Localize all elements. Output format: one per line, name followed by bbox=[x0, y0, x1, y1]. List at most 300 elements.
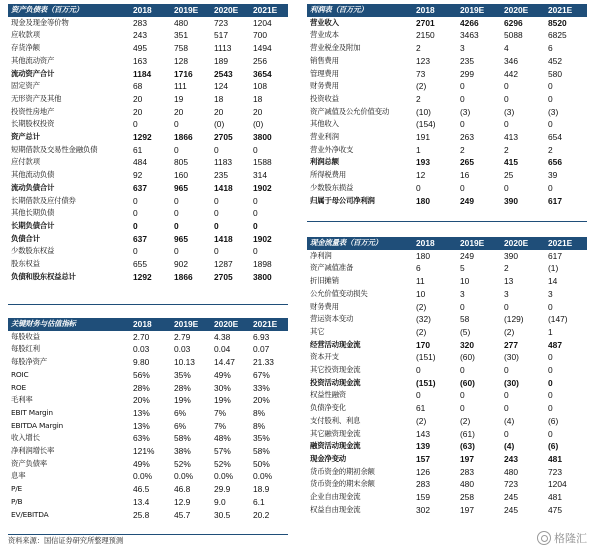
cell-value: 18.9 bbox=[253, 484, 270, 495]
table-row bbox=[307, 80, 587, 93]
cell-value: 63% bbox=[133, 433, 150, 444]
cell-value: 1292 bbox=[133, 132, 152, 143]
table-header-row bbox=[8, 318, 288, 331]
cell-value: 617 bbox=[548, 195, 562, 206]
cell-value: 5 bbox=[460, 263, 465, 274]
row-label: 每股净资产 bbox=[11, 357, 47, 367]
cell-value: 0 bbox=[548, 81, 553, 92]
table-row bbox=[307, 415, 587, 428]
cell-value: 139 bbox=[416, 441, 430, 452]
cell-value: 3800 bbox=[253, 132, 272, 143]
cell-value: 13.4 bbox=[133, 496, 150, 507]
cell-value: 193 bbox=[416, 157, 430, 168]
cell-value: 0 bbox=[504, 403, 509, 414]
cell-value: 1 bbox=[548, 326, 553, 337]
cell-value: 0 bbox=[174, 220, 179, 231]
cell-value: 2 bbox=[460, 144, 465, 155]
cell-value: 14.47 bbox=[214, 357, 235, 368]
cell-value: 19% bbox=[214, 395, 231, 406]
cell-value: 0 bbox=[504, 301, 509, 312]
row-label: 短期借款及交易性金融负债 bbox=[11, 144, 98, 154]
cell-value: 160 bbox=[174, 170, 188, 181]
table-row bbox=[8, 420, 288, 433]
cell-value: 58 bbox=[460, 314, 470, 325]
table-row bbox=[307, 29, 587, 42]
cell-value: 723 bbox=[548, 466, 562, 477]
table-row bbox=[8, 258, 288, 271]
cell-value: 20 bbox=[214, 106, 224, 117]
cell-value: 655 bbox=[133, 259, 147, 270]
cell-value: 0.0% bbox=[174, 471, 194, 482]
cell-value: 0.04 bbox=[214, 344, 231, 355]
row-label: 其他长期负债 bbox=[11, 208, 55, 218]
cell-value: 0 bbox=[460, 81, 465, 92]
cell-value: 6296 bbox=[504, 17, 523, 28]
cell-value: (2) bbox=[460, 415, 471, 426]
row-label: 收入增长 bbox=[11, 433, 40, 443]
cell-value: 48% bbox=[214, 433, 231, 444]
cell-value: 4 bbox=[504, 43, 509, 54]
row-label: 其他收入 bbox=[310, 119, 339, 129]
table-row bbox=[8, 17, 288, 30]
row-label: 投资活动现金流 bbox=[310, 377, 361, 387]
cell-value: (3) bbox=[460, 106, 471, 117]
row-label: 毛利率 bbox=[11, 395, 33, 405]
row-label: 其他流动资产 bbox=[11, 55, 55, 65]
cell-value: (2) bbox=[416, 301, 427, 312]
cell-value: 1184 bbox=[133, 68, 152, 79]
row-label: 流动负债合计 bbox=[11, 182, 55, 192]
cell-value: 0 bbox=[133, 195, 138, 206]
cell-value: 50% bbox=[253, 458, 270, 469]
cell-value: 2543 bbox=[214, 68, 233, 79]
cell-value: 159 bbox=[416, 492, 430, 503]
row-label: 融资活动现金流 bbox=[310, 441, 361, 451]
financial-ratios-bottom-rule bbox=[8, 534, 288, 535]
table-row bbox=[8, 55, 288, 68]
cell-value: 56% bbox=[133, 369, 150, 380]
cell-value: 13% bbox=[133, 420, 150, 431]
cell-value: 4.38 bbox=[214, 331, 231, 342]
cell-value: 0 bbox=[133, 246, 138, 257]
cell-value: 283 bbox=[460, 466, 474, 477]
table-row bbox=[307, 428, 587, 441]
cell-value: 902 bbox=[174, 259, 188, 270]
cell-value: 2701 bbox=[416, 17, 435, 28]
table-row bbox=[8, 458, 288, 471]
cell-value: (63) bbox=[460, 441, 475, 452]
cell-value: 35% bbox=[174, 369, 191, 380]
cell-value: 6 bbox=[548, 43, 553, 54]
cell-value: 3 bbox=[460, 288, 465, 299]
table-row bbox=[307, 364, 587, 377]
cell-value: 49% bbox=[214, 369, 231, 380]
cell-value: 1 bbox=[416, 144, 421, 155]
table-row bbox=[8, 432, 288, 445]
column-header: 2019E bbox=[457, 4, 501, 17]
cell-value: (60) bbox=[460, 352, 475, 363]
cell-value: 25.8 bbox=[133, 509, 150, 520]
cell-value: 390 bbox=[504, 250, 518, 261]
cell-value: 126 bbox=[416, 466, 430, 477]
income-statement-bottom-rule bbox=[307, 221, 587, 222]
row-label: 财务费用 bbox=[310, 301, 339, 311]
cell-value: 108 bbox=[253, 81, 267, 92]
cell-value: 480 bbox=[460, 479, 474, 490]
row-label: 少数股东权益 bbox=[11, 246, 55, 256]
cell-value: 35% bbox=[253, 433, 270, 444]
cell-value: 68 bbox=[133, 81, 143, 92]
cell-value: 481 bbox=[548, 453, 562, 464]
row-label: 营业成本 bbox=[310, 30, 339, 40]
table-row bbox=[307, 301, 587, 314]
table-row bbox=[8, 144, 288, 157]
cell-value: 12 bbox=[416, 170, 426, 181]
cell-value: 1588 bbox=[253, 157, 272, 168]
watermark-logo-icon bbox=[537, 531, 551, 545]
cell-value: 0 bbox=[416, 182, 421, 193]
row-label: 长期负债合计 bbox=[11, 220, 55, 230]
row-label: 货币资金的期末余额 bbox=[310, 479, 375, 489]
table-row bbox=[307, 55, 587, 68]
cell-value: 20% bbox=[133, 395, 150, 406]
cell-value: 0 bbox=[214, 195, 219, 206]
cell-value: 92 bbox=[133, 170, 143, 181]
cell-value: 249 bbox=[460, 250, 474, 261]
cell-value: 0 bbox=[548, 365, 553, 376]
cell-value: 0 bbox=[548, 377, 553, 388]
row-label: 资产减值准备 bbox=[310, 263, 354, 273]
cell-value: 0 bbox=[133, 220, 138, 231]
column-header: 2020E bbox=[501, 237, 545, 250]
cell-value: 5088 bbox=[504, 30, 523, 41]
watermark-text: 格隆汇 bbox=[554, 532, 587, 545]
cell-value: 29.9 bbox=[214, 484, 231, 495]
cell-value: 39 bbox=[548, 170, 558, 181]
cell-value: 197 bbox=[460, 504, 474, 515]
cell-value: 6825 bbox=[548, 30, 567, 41]
cell-value: 580 bbox=[548, 68, 562, 79]
cell-value: 723 bbox=[504, 479, 518, 490]
cell-value: 415 bbox=[504, 157, 518, 168]
cell-value: 346 bbox=[504, 55, 518, 66]
row-label: 每股收益 bbox=[11, 331, 40, 341]
table-row bbox=[307, 313, 587, 326]
cell-value: 0 bbox=[174, 144, 179, 155]
table-row bbox=[307, 42, 587, 55]
row-label: 股东权益 bbox=[11, 259, 40, 269]
cell-value: 758 bbox=[174, 43, 188, 54]
cell-value: (60) bbox=[460, 377, 475, 388]
cell-value: 700 bbox=[253, 30, 267, 41]
cell-value: (5) bbox=[460, 326, 471, 337]
row-label: 长期借款及应付债券 bbox=[11, 195, 76, 205]
cell-value: 263 bbox=[460, 132, 474, 143]
cell-value: 0 bbox=[548, 403, 553, 414]
financial-ratios-table bbox=[8, 318, 288, 521]
cell-value: 2 bbox=[416, 93, 421, 104]
table-row bbox=[8, 382, 288, 395]
cell-value: 8% bbox=[253, 407, 266, 418]
row-label: 净利润 bbox=[310, 250, 332, 260]
cell-value: 283 bbox=[133, 17, 147, 28]
cell-value: 2705 bbox=[214, 271, 233, 282]
cell-value: 283 bbox=[416, 479, 430, 490]
row-label: EV/EBITDA bbox=[11, 509, 49, 519]
cell-value: 38% bbox=[174, 446, 191, 457]
cell-value: 637 bbox=[133, 233, 147, 244]
cell-value: 517 bbox=[214, 30, 228, 41]
cell-value: 413 bbox=[504, 132, 518, 143]
column-header: 2019E bbox=[457, 237, 501, 250]
table-row bbox=[307, 275, 587, 288]
income-statement-table bbox=[307, 4, 587, 207]
row-label: 现金及现金等价物 bbox=[11, 17, 69, 27]
cell-value: 3654 bbox=[253, 68, 272, 79]
cell-value: (4) bbox=[504, 441, 515, 452]
cell-value: 10 bbox=[416, 288, 426, 299]
cell-value: 0 bbox=[174, 208, 179, 219]
table-title: 资产负债表（百万元） bbox=[8, 4, 130, 17]
cell-value: (0) bbox=[253, 119, 264, 130]
row-label: 企业自由现金流 bbox=[310, 492, 361, 502]
row-label: 营业税金及附加 bbox=[310, 43, 361, 53]
cell-value: 0 bbox=[504, 390, 509, 401]
cell-value: 0.07 bbox=[253, 344, 270, 355]
cell-value: 965 bbox=[174, 182, 188, 193]
cell-value: 2705 bbox=[214, 132, 233, 143]
cell-value: 0 bbox=[460, 119, 465, 130]
cell-value: 235 bbox=[214, 170, 228, 181]
cell-value: 256 bbox=[253, 55, 267, 66]
cell-value: 18 bbox=[214, 93, 224, 104]
table-row bbox=[8, 80, 288, 93]
column-header: 2020E bbox=[211, 4, 250, 17]
cell-value: 249 bbox=[460, 195, 474, 206]
row-label: 投资性房地产 bbox=[11, 106, 55, 116]
column-header: 2018 bbox=[130, 4, 171, 17]
cell-value: 111 bbox=[174, 81, 187, 92]
table-row bbox=[8, 233, 288, 246]
table-row bbox=[8, 394, 288, 407]
table-row bbox=[307, 351, 587, 364]
table-row bbox=[8, 496, 288, 509]
cell-value: 0 bbox=[504, 93, 509, 104]
cell-value: 0 bbox=[548, 119, 553, 130]
cell-value: 6% bbox=[174, 407, 187, 418]
table-row bbox=[307, 288, 587, 301]
balance-sheet-bottom-rule bbox=[8, 304, 288, 305]
table-row bbox=[8, 118, 288, 131]
cell-value: 1898 bbox=[253, 259, 272, 270]
cell-value: 2 bbox=[416, 43, 421, 54]
table-row bbox=[8, 42, 288, 55]
cell-value: 13% bbox=[133, 407, 150, 418]
row-label: 息率 bbox=[11, 471, 26, 481]
cell-value: 6.1 bbox=[253, 496, 265, 507]
cell-value: 123 bbox=[416, 55, 430, 66]
cell-value: 1113 bbox=[214, 43, 232, 54]
cell-value: 314 bbox=[253, 170, 267, 181]
row-label: EBIT Margin bbox=[11, 407, 53, 417]
table-row bbox=[8, 245, 288, 258]
cell-value: 2.79 bbox=[174, 331, 191, 342]
cell-value: 245 bbox=[504, 492, 518, 503]
cell-value: 0 bbox=[174, 246, 179, 257]
row-label: ROE bbox=[11, 382, 27, 392]
cell-value: 0 bbox=[253, 246, 258, 257]
table-row bbox=[307, 131, 587, 144]
cell-value: 1418 bbox=[214, 182, 233, 193]
cell-value: 0 bbox=[460, 365, 465, 376]
cell-value: 57% bbox=[214, 446, 231, 457]
table-row bbox=[307, 262, 587, 275]
row-label: 公允价值变动损失 bbox=[310, 288, 368, 298]
cell-value: 12.9 bbox=[174, 496, 191, 507]
cell-value: (61) bbox=[460, 428, 475, 439]
cell-value: 442 bbox=[504, 68, 518, 79]
cell-value: 20% bbox=[253, 395, 270, 406]
table-row bbox=[307, 195, 587, 208]
table-row bbox=[8, 369, 288, 382]
cell-value: 143 bbox=[416, 428, 430, 439]
cell-value: (2) bbox=[504, 326, 515, 337]
row-label: 经营活动现金流 bbox=[310, 339, 361, 349]
cell-value: 0 bbox=[460, 93, 465, 104]
cell-value: (2) bbox=[416, 415, 427, 426]
cell-value: 302 bbox=[416, 504, 430, 515]
row-label: 无形资产及其他 bbox=[11, 93, 62, 103]
row-label: 流动资产合计 bbox=[11, 68, 55, 78]
cell-value: 2.70 bbox=[133, 331, 150, 342]
table-row bbox=[8, 29, 288, 42]
cell-value: 7% bbox=[214, 420, 227, 431]
cell-value: (2) bbox=[416, 326, 427, 337]
cell-value: 0 bbox=[174, 119, 179, 130]
cell-value: 6% bbox=[174, 420, 187, 431]
cell-value: 163 bbox=[133, 55, 147, 66]
cell-value: 0 bbox=[416, 365, 421, 376]
cell-value: 0 bbox=[253, 208, 258, 219]
cell-value: 805 bbox=[174, 157, 188, 168]
cell-value: 9.0 bbox=[214, 496, 226, 507]
cell-value: 11 bbox=[416, 276, 425, 287]
cell-value: 351 bbox=[174, 30, 188, 41]
row-label: 支付股利、利息 bbox=[310, 415, 361, 425]
cell-value: 19% bbox=[174, 395, 191, 406]
table-row bbox=[8, 271, 288, 284]
cell-value: 0 bbox=[548, 428, 553, 439]
cell-value: 6 bbox=[416, 263, 421, 274]
cell-value: 0 bbox=[504, 81, 509, 92]
cell-value: 45.7 bbox=[174, 509, 191, 520]
cell-value: 0 bbox=[548, 93, 553, 104]
table-row bbox=[8, 156, 288, 169]
cell-value: (30) bbox=[504, 377, 519, 388]
row-label: 资产负债率 bbox=[11, 458, 47, 468]
cell-value: (0) bbox=[214, 119, 225, 130]
cell-value: 723 bbox=[214, 17, 228, 28]
cell-value: 0 bbox=[504, 119, 509, 130]
cell-value: 0 bbox=[460, 403, 465, 414]
table-row bbox=[8, 68, 288, 81]
cell-value: (6) bbox=[548, 441, 559, 452]
cell-value: 0.0% bbox=[214, 471, 234, 482]
cell-value: 0 bbox=[214, 220, 219, 231]
cell-value: 495 bbox=[133, 43, 147, 54]
table-row bbox=[8, 207, 288, 220]
table-row bbox=[307, 478, 587, 491]
cell-value: 20 bbox=[253, 106, 263, 117]
cell-value: 4266 bbox=[460, 17, 479, 28]
table-row bbox=[307, 339, 587, 352]
row-label: 货币资金的期初余额 bbox=[310, 466, 375, 476]
table-row bbox=[8, 131, 288, 144]
column-header: 2019E bbox=[171, 318, 211, 331]
cell-value: 265 bbox=[460, 157, 474, 168]
cell-value: 58% bbox=[174, 433, 191, 444]
cell-value: 245 bbox=[504, 504, 518, 515]
cell-value: 25 bbox=[504, 170, 514, 181]
cell-value: 9.80 bbox=[133, 357, 150, 368]
cell-value: (154) bbox=[416, 119, 436, 130]
table-row bbox=[307, 106, 587, 119]
cell-value: 61 bbox=[133, 144, 143, 155]
row-label: 资产减值及公允价值变动 bbox=[310, 106, 390, 116]
table-row bbox=[8, 106, 288, 119]
cell-value: 0.0% bbox=[133, 471, 153, 482]
cell-value: 16 bbox=[460, 170, 470, 181]
cell-value: 67% bbox=[253, 369, 270, 380]
table-row bbox=[307, 169, 587, 182]
table-row bbox=[307, 491, 587, 504]
cell-value: 0 bbox=[548, 352, 553, 363]
row-label: 长期股权投资 bbox=[11, 119, 55, 129]
table-row bbox=[307, 182, 587, 195]
row-label: 财务费用 bbox=[310, 81, 339, 91]
table-row bbox=[307, 118, 587, 131]
column-header: 2020E bbox=[211, 318, 250, 331]
cell-value: 3 bbox=[548, 288, 553, 299]
cell-value: 7% bbox=[214, 407, 227, 418]
row-label: 每股红利 bbox=[11, 344, 40, 354]
cell-value: 481 bbox=[548, 492, 562, 503]
row-label: 负债合计 bbox=[11, 233, 40, 243]
cell-value: 28% bbox=[174, 382, 191, 393]
row-label: P/B bbox=[11, 496, 23, 506]
cell-value: 243 bbox=[504, 453, 518, 464]
cell-value: 58% bbox=[253, 446, 270, 457]
cell-value: (129) bbox=[504, 314, 524, 325]
cell-value: 3800 bbox=[253, 271, 272, 282]
row-label: 负债净变化 bbox=[310, 403, 346, 413]
row-label: 归属于母公司净利润 bbox=[310, 195, 375, 205]
table-row bbox=[8, 407, 288, 420]
cell-value: 3 bbox=[504, 288, 509, 299]
cell-value: (147) bbox=[548, 314, 568, 325]
row-label: 投资收益 bbox=[310, 93, 339, 103]
row-label: 固定资产 bbox=[11, 81, 40, 91]
table-row bbox=[307, 377, 587, 390]
table-row bbox=[307, 440, 587, 453]
cell-value: 3 bbox=[460, 43, 465, 54]
cell-value: 1866 bbox=[174, 132, 193, 143]
row-label: 营运资本变动 bbox=[310, 314, 354, 324]
row-label: 存货净额 bbox=[11, 43, 40, 53]
cell-value: 121% bbox=[133, 446, 155, 457]
cell-value: 0.03 bbox=[174, 344, 191, 355]
row-label: 净利润增长率 bbox=[11, 446, 55, 456]
